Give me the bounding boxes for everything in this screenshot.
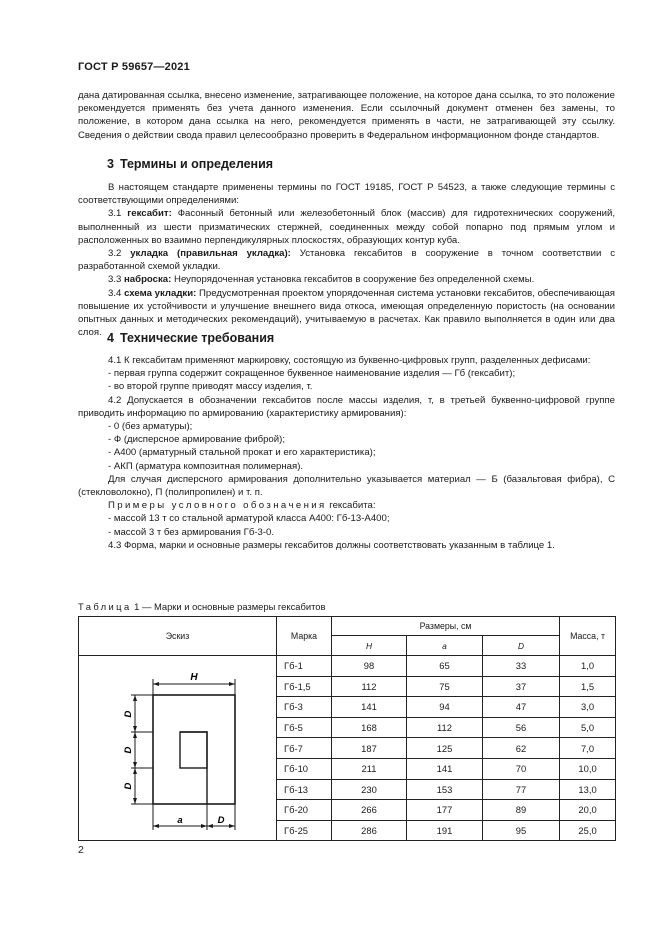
term-name: наброска: <box>124 274 172 286</box>
sketch-label-h: H <box>190 672 198 683</box>
section-3-body <box>78 181 615 339</box>
examples-heading <box>78 499 615 512</box>
cell-h: 141 <box>332 697 407 718</box>
cell-a: 141 <box>407 758 483 779</box>
term-number: 3.2 <box>108 248 122 260</box>
section-4-title: Технические требования <box>119 331 275 345</box>
term-name: укладка (правильная укладка): <box>130 248 291 260</box>
clause-4-1: 4.1 К гексабитам применяют маркировку, состоящую из буквенно-цифровых групп, разделенных дефисами: <box>108 355 591 366</box>
example-item: - массой 13 т со стальной арматурой класса А400: Гб-13-А400; <box>108 513 390 525</box>
cell-h: 168 <box>332 717 407 738</box>
cell-mark: Гб-25 <box>277 820 332 841</box>
header-h: H <box>332 636 407 656</box>
sketch-label-d: D <box>123 710 134 718</box>
cell-a: 112 <box>407 717 483 738</box>
table-row <box>79 656 616 677</box>
sketch-label-d: D <box>217 815 225 826</box>
cell-mark: Гб-1,5 <box>277 676 332 697</box>
cell-mass: 25,0 <box>560 820 616 841</box>
term-definition: Установка гексабитов в сооружение в точном соответствии с разработанной схемой укладки. <box>78 248 615 273</box>
document-header: ГОСТ Р 59657—2021 <box>78 61 190 73</box>
sketch-label-d: D <box>123 782 134 790</box>
dimensions-table <box>78 616 616 841</box>
table-caption-text: 1 — Марки и основные размеры гексабитов <box>131 601 326 612</box>
cell-mass: 1,5 <box>560 676 616 697</box>
section-3-title: Термины и определения <box>119 157 274 171</box>
section-4-heading <box>107 331 274 345</box>
hexabit-sketch <box>79 656 277 834</box>
header-sketch: Эскиз <box>79 617 277 656</box>
cell-mass: 7,0 <box>560 738 616 759</box>
header-a: a <box>407 636 483 656</box>
header-d: D <box>483 636 560 656</box>
cell-h: 187 <box>332 738 407 759</box>
cell-d: 95 <box>483 820 560 841</box>
cell-h: 230 <box>332 779 407 800</box>
examples-tail: гексабита: <box>326 500 376 512</box>
cell-h: 266 <box>332 800 407 821</box>
term-3-2 <box>78 247 615 273</box>
cell-mark: Гб-7 <box>277 738 332 759</box>
header-mark: Марка <box>277 617 332 656</box>
cell-d: 62 <box>483 738 560 759</box>
cell-mass: 1,0 <box>560 656 616 677</box>
intro-paragraph <box>78 89 615 142</box>
cell-a: 125 <box>407 738 483 759</box>
cell-a: 191 <box>407 820 483 841</box>
section-4-body <box>78 354 615 552</box>
table-header-row <box>79 617 616 636</box>
cell-mass: 10,0 <box>560 758 616 779</box>
cell-a: 75 <box>407 676 483 697</box>
term-number: 3.4 <box>108 287 122 299</box>
cell-h: 211 <box>332 758 407 779</box>
examples-label: Примеры условного обозначения <box>108 500 327 512</box>
term-name: гексабит: <box>127 208 172 220</box>
cell-mark: Гб-10 <box>277 758 332 779</box>
table-caption <box>78 601 325 612</box>
cell-d: 89 <box>483 800 560 821</box>
sketch-cell <box>79 656 277 841</box>
cell-mass: 3,0 <box>560 697 616 718</box>
term-number: 3.3 <box>108 274 122 286</box>
header-mass: Масса, т <box>560 617 616 656</box>
cell-d: 37 <box>483 676 560 697</box>
list-item: - А400 (арматурный стальной прокат и его характеристика); <box>108 447 376 459</box>
cell-a: 153 <box>407 779 483 800</box>
section-4-number: 4 <box>107 331 114 345</box>
dispersed-reinforcement-note: Для случая дисперсного армирования дополнительно указывается материал — Б (базальтовая фибра), С (стекловолокно), П (полипропилен) и т. п. <box>78 473 615 499</box>
cell-mark: Гб-13 <box>277 779 332 800</box>
section-3-number: 3 <box>107 157 114 171</box>
list-item: - первая группа содержит сокращенное буквенное наименование изделия — Гб (гексабит); <box>108 368 516 380</box>
cell-d: 47 <box>483 697 560 718</box>
cell-d: 56 <box>483 717 560 738</box>
sketch-label-d: D <box>123 746 134 754</box>
term-definition: Предусмотренная проектом упорядоченная система установки гексабитов, обеспечивающая повышение их устойчивости и улучшение внешнего вида откоса, имеющая определенную пористость (на основании опытных данных и методических рекомендаций), учитываемую в расчетах. Как правило выполняется в один или два слоя. <box>78 287 615 339</box>
cell-mark: Гб-20 <box>277 800 332 821</box>
list-item: - во второй группе приводят массу изделия, т. <box>108 381 313 393</box>
cell-mark: Гб-1 <box>277 656 332 677</box>
section-3-heading <box>107 157 273 171</box>
cell-mass: 5,0 <box>560 717 616 738</box>
term-number: 3.1 <box>108 208 122 220</box>
cell-mass: 20,0 <box>560 800 616 821</box>
cell-a: 94 <box>407 697 483 718</box>
cell-a: 177 <box>407 800 483 821</box>
header-dimensions: Размеры, см <box>332 617 560 636</box>
term-3-1 <box>78 207 615 247</box>
term-definition: Фасонный бетонный или железобетонный блок (массив) для гидротехнических сооружений, выполненный из шести призматических стержней, соединенных между собой попарно под прямым углом и расположенных во взаимно перпендикулярных плоскостях, образующих контур куба. <box>78 208 616 246</box>
term-name: схема укладки: <box>124 287 197 299</box>
clause-4-2: 4.2 Допускается в обозначении гексабитов после массы изделия, т, в третьей буквенно-цифровой группе приводить информацию по армированию (характеристику армирования): <box>78 394 615 419</box>
list-item: - 0 (без арматуры); <box>108 421 193 433</box>
cell-d: 33 <box>483 656 560 677</box>
intro-text: дана датированная ссылка, внесено изменение, затрагивающее положение, на которое дана ссылка, то это положение рекомендуется применять без учета данного изменения. Если ссылочный документ отменен без замены, то положение, в котором дана ссылка на него, рекомендуется применять в части, не затрагивающей эту ссылку. Сведения о действии свода правил целесообразно проверить в Федеральном информационном фонде стандартов. <box>78 90 615 141</box>
cell-d: 70 <box>483 758 560 779</box>
page-number: 2 <box>78 844 84 856</box>
sketch-label-a: a <box>177 815 183 826</box>
clause-4-3: 4.3 Форма, марки и основные размеры гексабитов должны соответствовать указанным в таблице 1. <box>108 539 555 551</box>
example-item: - массой 3 т без армирования Гб-3-0. <box>108 526 275 538</box>
cell-h: 286 <box>332 820 407 841</box>
cell-d: 77 <box>483 779 560 800</box>
cell-h: 112 <box>332 676 407 697</box>
list-item: - АКП (арматура композитная полимерная). <box>108 460 304 472</box>
cell-a: 65 <box>407 656 483 677</box>
cell-mark: Гб-3 <box>277 697 332 718</box>
term-definition: Неупорядоченная установка гексабитов в сооружение без определенной схемы. <box>174 274 535 286</box>
cell-mass: 13,0 <box>560 779 616 800</box>
list-item: - Ф (дисперсное армирование фиброй); <box>108 434 285 446</box>
table-caption-label: Таблица <box>78 601 132 612</box>
section-3-lead: В настоящем стандарте применены термины по ГОСТ 19185, ГОСТ Р 54523, а также следующие термины с соответствующими определениями: <box>78 182 615 207</box>
term-3-3 <box>78 273 615 286</box>
cell-h: 98 <box>332 656 407 677</box>
cell-mark: Гб-5 <box>277 717 332 738</box>
